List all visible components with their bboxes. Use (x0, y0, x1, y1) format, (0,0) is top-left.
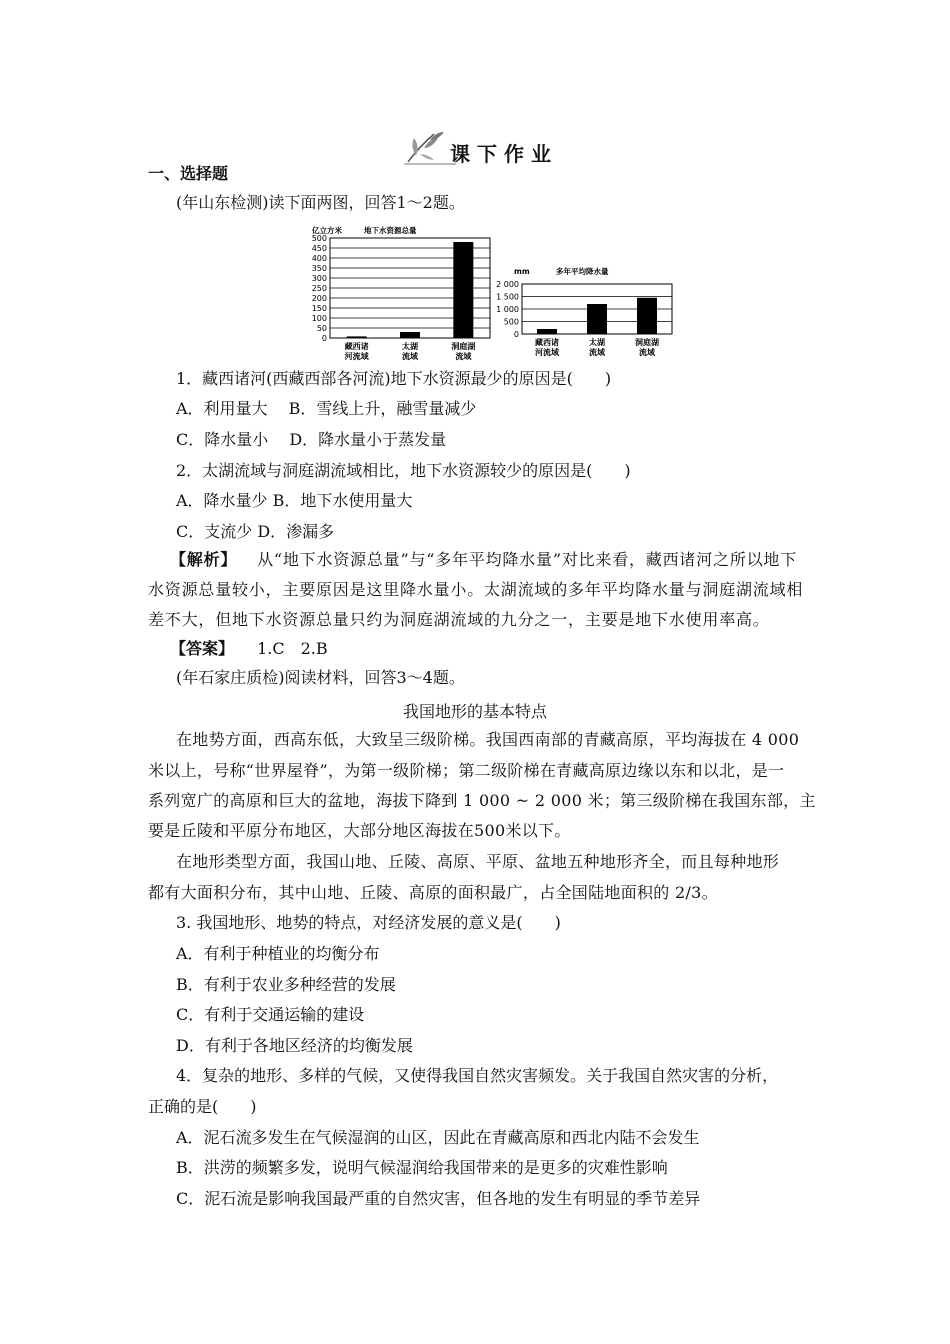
x-category-label: 流域 (639, 348, 655, 357)
answer-line (170, 639, 328, 659)
x-category-label: 藏西诸 (535, 338, 559, 347)
y-tick-label: 350 (311, 264, 327, 273)
bar (637, 298, 657, 334)
x-category-label: 太湖 (589, 338, 605, 347)
answer-text: 1.C 2.B (257, 639, 328, 658)
analysis-line-3: 差不大，但地下水资源总量只约为洞庭湖流域的九分之一，主要是地下水使用率高。 (148, 610, 770, 629)
y-tick-label: 1 500 (496, 292, 519, 302)
y-tick-label: 450 (311, 244, 327, 253)
y-tick-label: 150 (311, 304, 327, 313)
question-4-option-a: A．泥石流多发生在气候湿润的山区，因此在青藏高原和西北内陆不会发生 (176, 1128, 700, 1147)
analysis-text: 从“地下水资源总量”与“多年平均降水量”对比来看，藏西诸河之所以地下 (257, 550, 798, 569)
intro-text: (年山东检测)读下面两图，回答1～2题。 (176, 193, 465, 212)
x-category-label: 流域 (455, 352, 472, 361)
material-p2-line2: 都有大面积分布，其中山地、丘陵、高原的面积最广，占全国陆地面积的 2/3。 (148, 883, 718, 902)
material-p1-line4: 要是丘陵和平原分布地区，大部分地区海拔在500米以下。 (148, 821, 571, 840)
question-3-option-b: B．有利于农业多种经营的发展 (176, 975, 396, 994)
material-title: 我国地形的基本特点 (402, 702, 547, 721)
question-1-options-cd: C．降水量小 D．降水量小于蒸发量 (176, 430, 447, 449)
question-3-stem: 3. 我国地形、地势的特点，对经济发展的意义是( ) (176, 913, 561, 932)
y-tick-label: 250 (311, 284, 327, 293)
y-tick-label: 2 000 (496, 280, 519, 289)
chart-ylabel: 亿立方米 (312, 226, 342, 235)
x-category-label: 河流域 (535, 348, 559, 357)
x-category-label: 藏西诸 (344, 342, 369, 351)
bar (537, 329, 557, 334)
question-2-options-cd: C．支流少 D．渗漏多 (176, 522, 335, 541)
question-4-option-c: C．泥石流是影响我国最严重的自然灾害，但各地的发生有明显的季节差异 (176, 1189, 701, 1208)
material-p1-line1: 在地势方面，西高东低，大致呈三级阶梯。我国西南部的青藏高原，平均海拔在 4 000 (176, 730, 800, 749)
question-4-option-b: B．洪涝的频繁多发，说明气候湿润给我国带来的是更多的灾难性影响 (176, 1158, 668, 1177)
question-3-option-c: C．有利于交通运输的建设 (176, 1005, 365, 1024)
material-p1-line2: 米以上，号称“世界屋脊”，为第一级阶梯；第二级阶梯在青藏高原边缘以东和以北，是一 (148, 761, 785, 780)
x-category-label: 洞庭湖 (635, 338, 659, 347)
question-1-stem: 1．藏西诸河(西藏西部各河流)地下水资源最少的原因是( ) (176, 369, 612, 388)
answer-label: 【答案】 (170, 639, 235, 658)
chart-ylabel: mm (514, 267, 530, 276)
chart-title: 多年平均降水量 (556, 267, 609, 276)
x-category-label: 流域 (402, 352, 418, 361)
bar (400, 332, 420, 338)
x-category-label: 太湖 (402, 342, 418, 351)
question-4-stem-line2: 正确的是( ) (148, 1097, 257, 1116)
question-3-option-a: A．有利于种植业的均衡分布 (176, 944, 380, 963)
question-2-stem: 2．太湖流域与洞庭湖流域相比，地下水资源较少的原因是( ) (176, 461, 631, 480)
question-2-options-ab: A．降水量少 B．地下水使用量大 (176, 491, 413, 510)
x-category-label: 流域 (589, 348, 605, 357)
bar (587, 304, 607, 334)
bar (453, 242, 473, 338)
chart-title: 地下水资源总量 (364, 226, 417, 235)
y-tick-label: 50 (316, 324, 327, 333)
question-4-stem-line1: 4．复杂的地形、多样的气候，又使得我国自然灾害频发。关于我国自然灾害的分析， (176, 1066, 779, 1085)
material-p1-line3: 系列宽广的高原和巨大的盆地，海拔下降到 1 000 ~ 2 000 米；第三级阶梯在我国东部，主 (148, 791, 816, 810)
y-tick-label: 400 (311, 254, 327, 263)
y-tick-label: 200 (311, 294, 327, 303)
material-p2-line1: 在地形类型方面，我国山地、丘陵、高原、平原、盆地五种地形齐全，而且每种地形 (176, 852, 780, 871)
analysis-line-1 (170, 550, 797, 570)
groundwater-total-chart (300, 222, 500, 364)
y-tick-label: 500 (311, 234, 327, 243)
question-1-options-ab: A．利用量大 B．雪线上升，融雪量减少 (176, 399, 477, 418)
x-category-label: 河流域 (344, 352, 369, 361)
intro-text-2: (年石家庄质检)阅读材料，回答3～4题。 (176, 668, 465, 687)
y-tick-label: 1 000 (496, 305, 519, 314)
analysis-label: 【解析】 (170, 550, 238, 569)
header-title: 课下作业 (450, 142, 558, 166)
y-tick-label: 300 (311, 274, 327, 283)
x-category-label: 洞庭湖 (451, 342, 476, 351)
question-3-option-d: D．有利于各地区经济的均衡发展 (176, 1036, 413, 1055)
analysis-line-2: 水资源总量较小，主要原因是这里降水量小。太湖流域的多年平均降水量与洞庭湖流域相 (148, 580, 804, 599)
y-tick-label: 500 (503, 317, 519, 327)
y-tick-label: 0 (321, 334, 327, 343)
section-header (400, 128, 580, 168)
y-tick-label: 100 (311, 314, 327, 323)
section-title: 一、选择题 (148, 164, 229, 183)
precipitation-chart (496, 264, 680, 364)
y-tick-label: 0 (513, 330, 519, 339)
